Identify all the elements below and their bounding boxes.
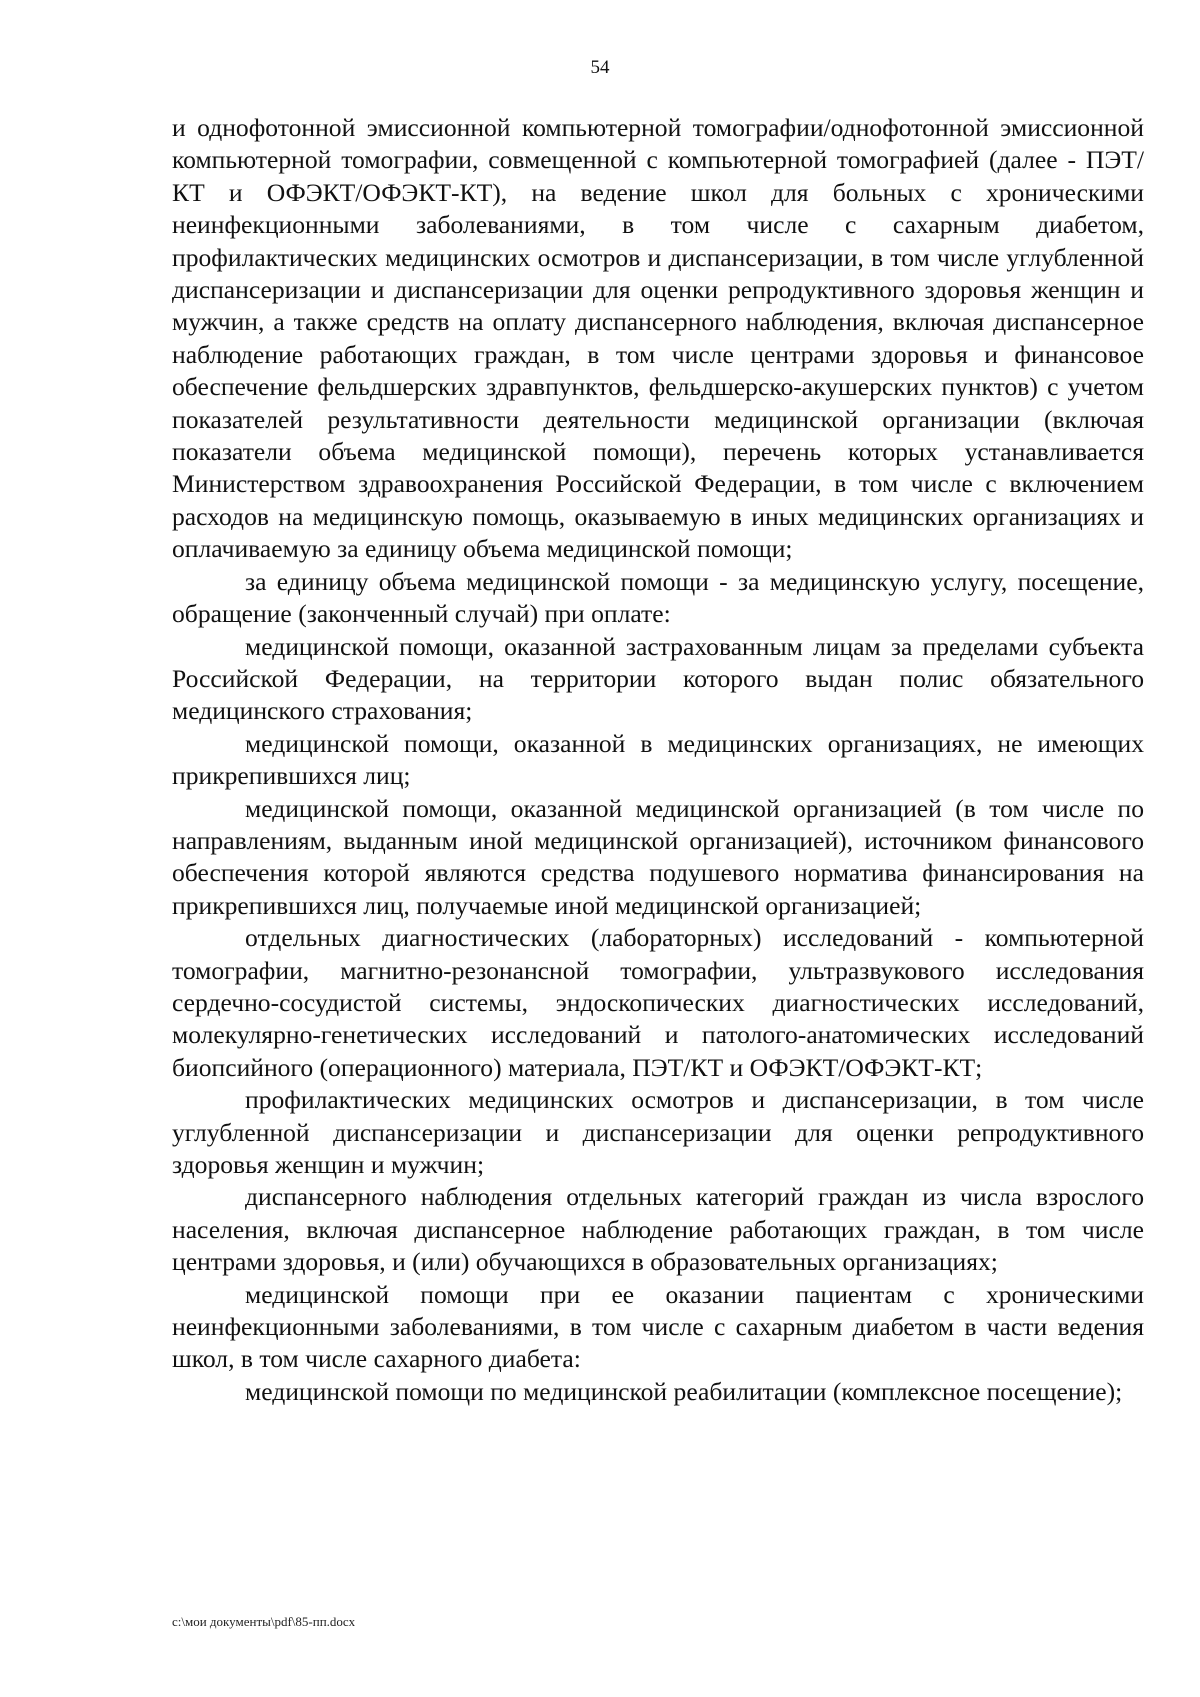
paragraph: диспансерного наблюдения отдельных категорий граждан из числа взрослого населения, включая диспансерное наблюдение работающих граждан, в том числе центрами здоровья, и (или) обучающихся в образовательных организациях;: [172, 1182, 1144, 1277]
paragraph: профилактических медицинских осмотров и диспансеризации, в том числе углубленной диспансеризации и диспансеризации для оценки репродуктивного здоровья женщин и мужчин;: [172, 1085, 1144, 1179]
paragraph: отдельных диагностических (лабораторных) исследований - компьютерной томографии, магнитно-резонансной томографии, ультразвукового исследования сердечно-сосудистой системы, эндоскопических диагностических исследований, молекулярно-генетических исследований и патолого-анатомических исследований биопсийного (операционного) материала, ПЭТ/КТ и ОФЭКТ/ОФЭКТ-КТ;: [172, 923, 1144, 1082]
paragraph: медицинской помощи, оказанной медицинской организацией (в том числе по направлениям, выданным иной медицинской организацией), источником финансового обеспечения которой являются средства подушевого норматива финансирования на прикрепившихся лиц, получаемые иной медицинской организацией;: [172, 793, 1144, 920]
paragraph: медицинской помощи при ее оказании пациентам с хроническими неинфекционными заболеваниями, в том числе с сахарным диабетом в части ведения школ, в том числе сахарного диабета:: [172, 1279, 1144, 1374]
paragraph: и однофотонной эмиссионной компьютерной томографии/однофотонной эмиссионной компьютерной томографии, совмещенной с компьютерной томографией (далее - ПЭТ/КТ и ОФЭКТ/ОФЭКТ-КТ), на ведение школ для больных с хроническими неинфекционными заболеваниями, в том числе с сахарным диабетом, профилактических медицинских осмотров и диспансеризации, в том числе углубленной диспансеризации и диспансеризации для оценки репродуктивного здоровья женщин и мужчин, а также средств на оплату диспансерного наблюдения, включая диспансерное наблюдение работающих граждан, в том числе центрами здоровья и финансовое обеспечение фельдшерских здравпунктов, фельдшерско-акушерских пунктов) с учетом показателей результативности деятельности медицинской организации (включая показатели объема медицинской помощи), перечень которых устанавливается Министерством здравоохранения Российской Федерации, в том числе с включением расходов на медицинскую помощь, оказываемую в иных медицинских организациях и оплачиваемую за единицу объема медицинской помощи;: [172, 113, 1144, 564]
page-number: 54: [590, 57, 610, 78]
footer-file-path: c:\мои документы\pdf\85-пп.docx: [172, 1614, 356, 1629]
paragraph: медицинской помощи по медицинской реабилитации (комплексное посещение);: [245, 1376, 1123, 1406]
paragraph: за единицу объема медицинской помощи - за медицинскую услугу, посещение, обращение (законченный случай) при оплате:: [172, 566, 1144, 629]
paragraph: медицинской помощи, оказанной в медицинских организациях, не имеющих прикрепившихся лиц;: [172, 728, 1144, 791]
paragraph: медицинской помощи, оказанной застрахованным лицам за пределами субъекта Российской Федерации, на территории которого выдан полис обязательного медицинского страхования;: [172, 631, 1144, 726]
document-body: [172, 112, 1144, 1408]
